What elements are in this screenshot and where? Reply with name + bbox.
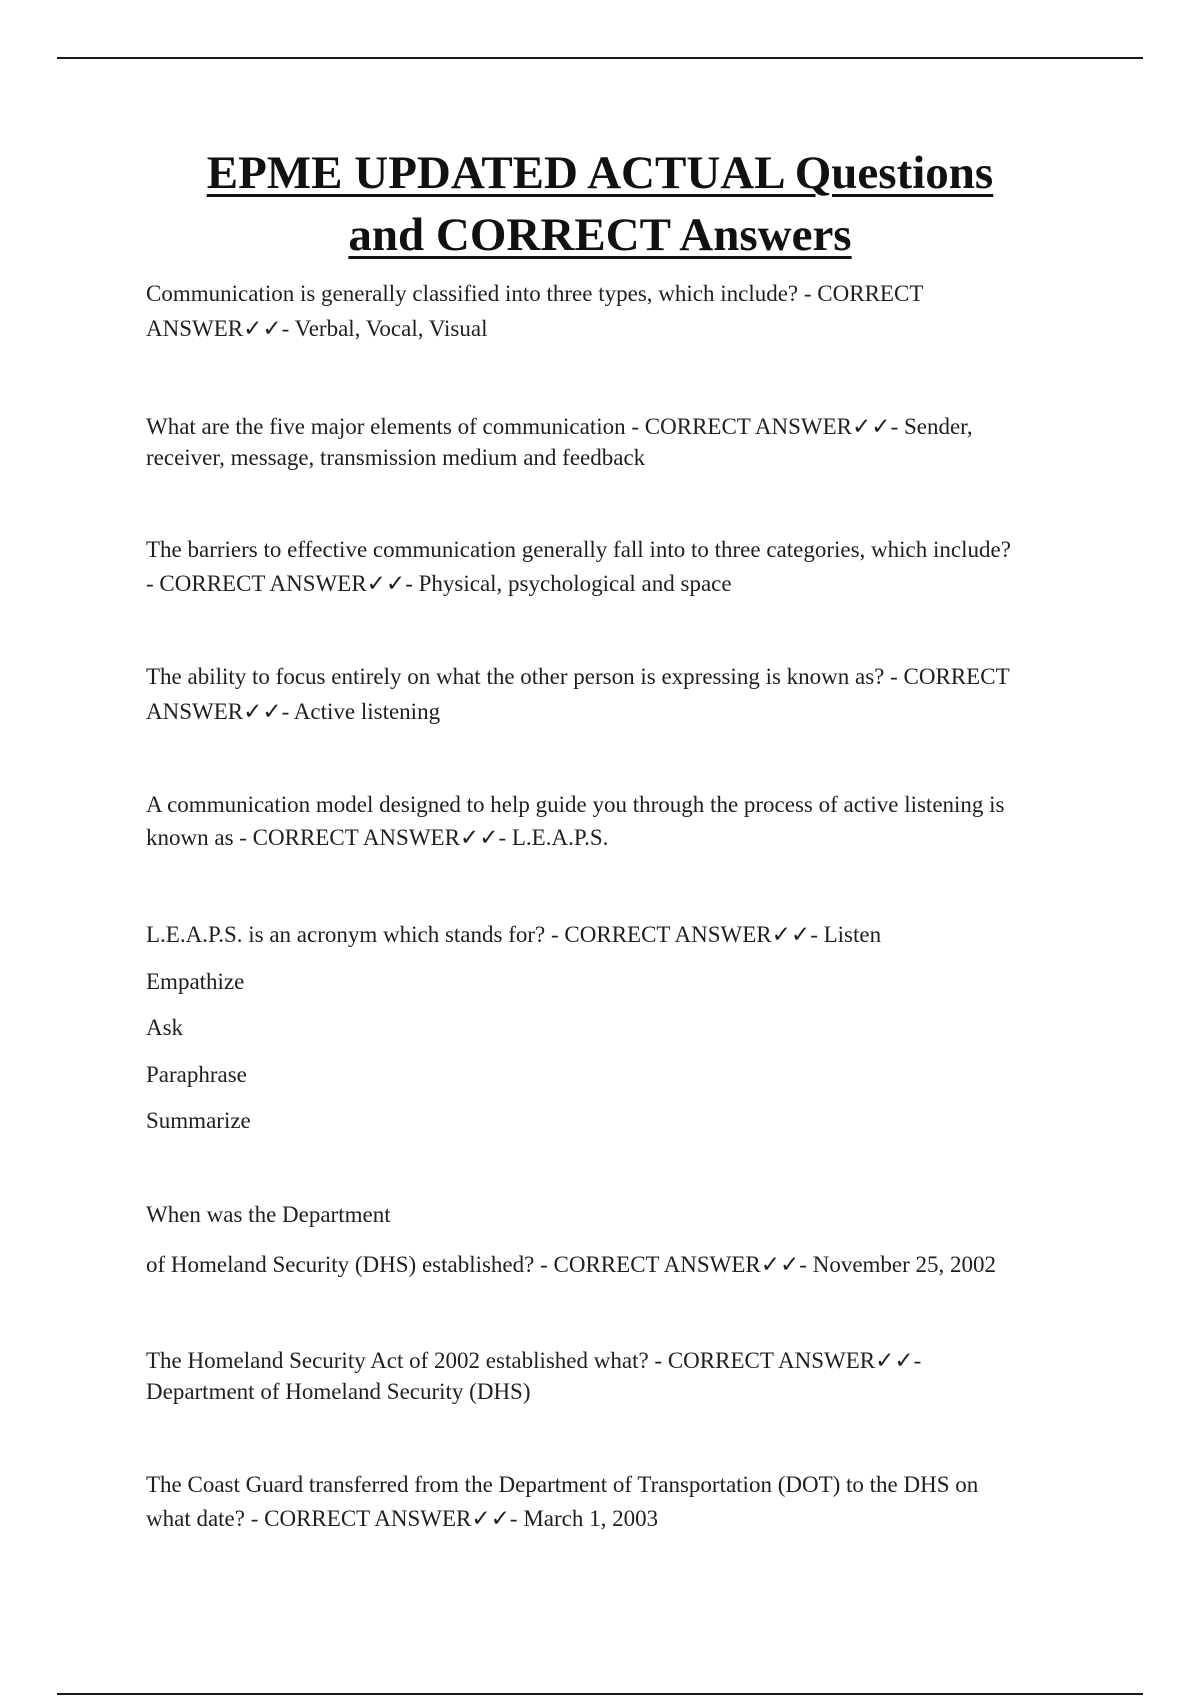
text-line: known as - CORRECT ANSWER✓✓- L.E.A.P.S.	[146, 825, 609, 850]
title-line-1: EPME UPDATED ACTUAL Questions	[206, 147, 994, 199]
text-line: The Homeland Security Act of 2002 established what? - CORRECT ANSWER✓✓-	[146, 1348, 922, 1373]
text-line: ANSWER✓✓- Active listening	[146, 699, 441, 724]
text-line: receiver, message, transmission medium and feedback	[146, 445, 646, 470]
text-line: of Homeland Security (DHS) established? - CORRECT ANSWER✓✓- November 25, 2002	[146, 1252, 997, 1277]
text-line: - CORRECT ANSWER✓✓- Physical, psychological and space	[146, 571, 732, 596]
text-line: The barriers to effective communication generally fall into to three categories, which include?	[146, 537, 1011, 562]
text-line: Ask	[146, 1015, 184, 1040]
title-line-2: and CORRECT Answers	[348, 209, 852, 261]
text-line: What are the five major elements of communication - CORRECT ANSWER✓✓- Sender,	[146, 414, 973, 439]
text-line: When was the Department	[146, 1202, 391, 1227]
text-line: Communication is generally classified into three types, which include? - CORRECT	[146, 281, 924, 306]
text-line: The Coast Guard transferred from the Department of Transportation (DOT) to the DHS on	[146, 1472, 979, 1497]
text-line: The ability to focus entirely on what the other person is expressing is known as? - CORRECT	[146, 664, 1010, 689]
text-line: Summarize	[146, 1108, 251, 1133]
text-line: what date? - CORRECT ANSWER✓✓- March 1, 2003	[146, 1506, 659, 1531]
text-line: ANSWER✓✓- Verbal, Vocal, Visual	[146, 316, 488, 341]
text-line: A communication model designed to help guide you through the process of active listening is	[146, 792, 1005, 817]
text-line: Empathize	[146, 969, 245, 994]
text-line: Department of Homeland Security (DHS)	[146, 1379, 531, 1404]
text-line: L.E.A.P.S. is an acronym which stands for? - CORRECT ANSWER✓✓- Listen	[146, 922, 882, 947]
bottom-rule	[57, 1693, 1143, 1695]
text-line: Paraphrase	[146, 1062, 247, 1087]
